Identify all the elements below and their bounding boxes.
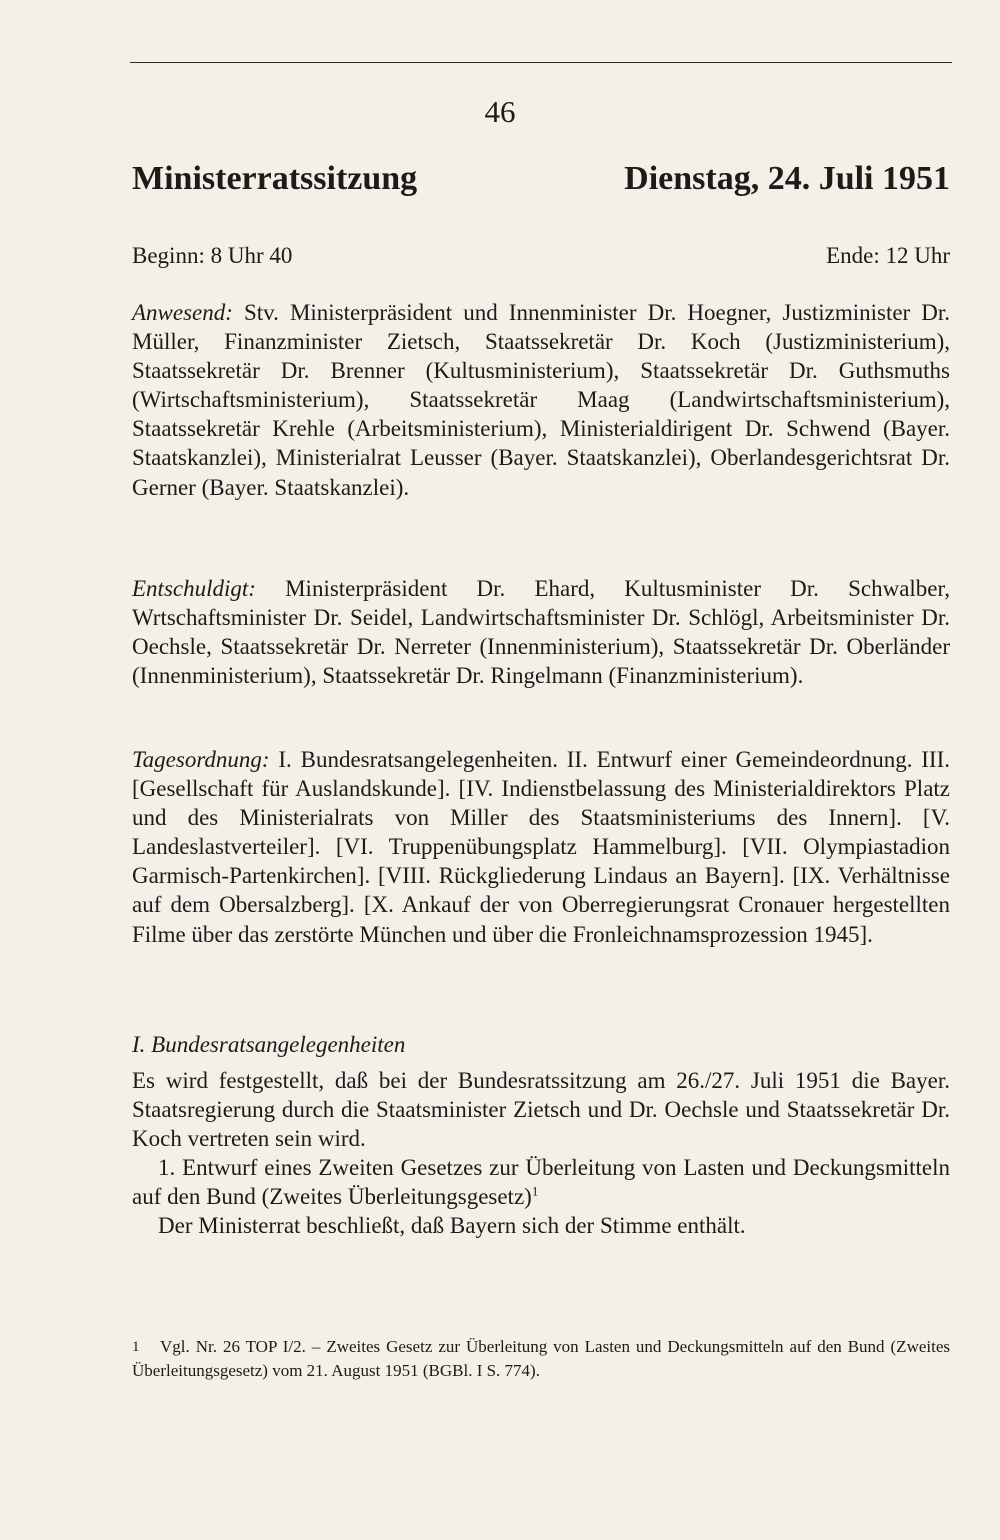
header-rule <box>130 62 952 63</box>
present-label: Anwesend: <box>132 300 233 325</box>
footnote-text: Vgl. Nr. 26 TOP I/2. – Zweites Gesetz zur Überleitung von Lasten und Deckungsmitteln auf den Bund (Zweites Überleitungsgesetz) vom 21. August 1951 (BGBl. I S. 774). <box>132 1337 950 1380</box>
section-heading: I. Bundesratsangelegenheiten <box>132 1032 406 1057</box>
end-time: Ende: 12 Uhr <box>826 243 950 268</box>
section-paragraph-1: Es wird festgestellt, daß bei der Bundesratssitzung am 26./27. Juli 1951 die Bayer. Staatsregierung durch die Staatsminister Zietsch und Dr. Oechsle und Staatssekretär Dr. Koch vertreten sein wird. <box>132 1068 950 1152</box>
session-date: Dienstag, 24. Juli 1951 <box>624 160 950 197</box>
footnote-ref: 1 <box>531 1183 539 1199</box>
session-timing <box>132 243 950 269</box>
agenda-item-title: 1. Entwurf eines Zweiten Gesetzes zur Überleitung von Lasten und Deckungsmitteln auf den Bund (Zweites Überleitungsgesetz) <box>132 1155 950 1210</box>
excused-label: Entschuldigt: <box>132 576 256 601</box>
attendance-present <box>132 298 950 502</box>
session-title: Ministerratssitzung <box>132 160 418 197</box>
attendance-excused <box>132 574 950 690</box>
section-paragraph-3: Der Ministerrat beschließt, daß Bayern sich der Stimme enthält. <box>158 1213 746 1239</box>
excused-text: Ministerpräsident Dr. Ehard, Kultusminister Dr. Schwalber, Wrtschaftsminister Dr. Seidel, Landwirtschaftsminister Dr. Schlögl, Arbeitsminister Dr. Oechsle, Staatssekretär Dr. Nerreter (Innenministerium), Staatssekretär Dr. Oberländer (Innenministerium), Staatssekretär Dr. Ringelmann (Finanzministerium). <box>132 576 950 689</box>
agenda-label: Tagesordnung: <box>132 747 270 772</box>
present-text: Stv. Ministerpräsident und Innenminister Dr. Hoegner, Justizminister Dr. Müller, Finanzminister Zietsch, Staatssekretär Dr. Koch (Justizministerium), Staatssekretär Dr. Brenner (Kultusministerium), Staatssekretär Dr. Guthsmuths (Wirtschaftsministerium), Staatssekretär Maag (Landwirtschaftsministerium), Staatssekretär Krehle (Arbeitsministerium), Ministerialdirigent Dr. Schwend (Bayer. Staatskanzlei), Ministerialrat Leusser (Bayer. Staatskanzlei), Oberlandesgerichtsrat Dr. Gerner (Bayer. Staatskanzlei). <box>132 300 950 500</box>
session-header <box>132 160 950 198</box>
agenda <box>132 745 950 949</box>
section-paragraph-2 <box>132 1153 950 1211</box>
section-body <box>132 1066 950 1241</box>
document-number: 46 <box>484 94 516 129</box>
agenda-text: I. Bundesratsangelegenheiten. II. Entwurf einer Gemeindeordnung. III. [Gesellschaft für Auslandskunde]. [IV. Indienstbelassung des Ministerialdirektors Platz und des Ministerialrats von Miller des Staatsministeriums des Innern]. [V. Landeslastverteiler]. [VI. Truppenübungsplatz Hammelburg]. [VII. Olympiastadion Garmisch-Partenkirchen]. [VIII. Rückgliederung Lindaus an Bayern]. [IX. Verhältnisse auf dem Obersalzberg]. [X. Ankauf der von Oberregierungsrat Cronauer hergestellten Filme über das zerstörte München und über die Fronleichnamsprozession 1945]. <box>132 747 950 947</box>
footnote <box>132 1335 950 1383</box>
footnote-mark: 1 <box>132 1339 140 1355</box>
begin-time: Beginn: 8 Uhr 40 <box>132 243 293 268</box>
